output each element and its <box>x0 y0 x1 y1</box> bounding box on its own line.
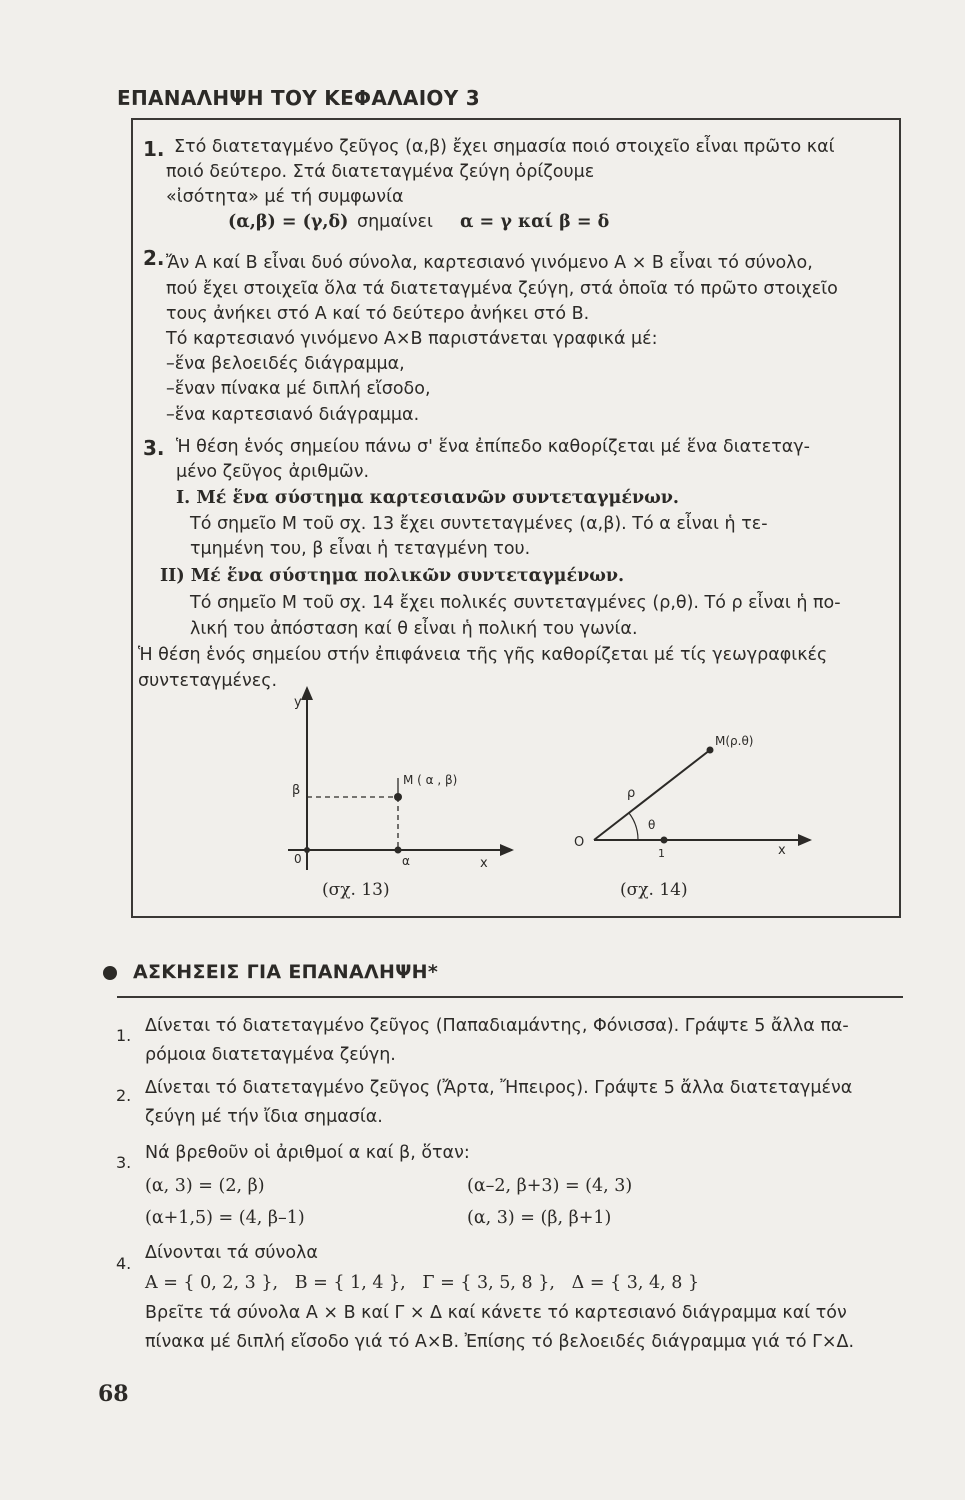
item-number: 3. <box>143 436 165 460</box>
equation: (α+1,5) = (4, β–1) <box>145 1208 305 1228</box>
text-line: σημαίνει <box>357 212 433 232</box>
point-label: M(ρ.θ) <box>715 734 754 748</box>
unit-label: 1 <box>658 847 665 860</box>
list-item: –ἕνα βελοειδές διάγραμμα, <box>166 354 405 374</box>
text-line: Νά βρεθοῦν οἱ ἀριθμοί α καί β, ὅταν: <box>145 1143 470 1163</box>
text-line: τους ἀνήκει στό Α καί τό δεύτερο ἀνήκει στό Β. <box>166 304 590 324</box>
figure-14 <box>560 720 830 910</box>
text-line: Τό σημεῖο Μ τοῦ σχ. 13 ἔχει συντεταγμένες (α,β). Τό α εἶναι ἡ τε- <box>190 514 768 534</box>
text-line: ζεύγη μέ τήν ἴδια σημασία. <box>145 1107 383 1127</box>
page-number: 68 <box>98 1381 129 1407</box>
text-line: Ἡ θέση ἑνός σημείου πάνω σ' ἕνα ἐπίπεδο καθορίζεται μέ ἕνα διατεταγ- <box>176 437 810 457</box>
page-title: ΕΠΑΝΑΛΗΨΗ ΤΟΥ ΚΕΦΑΛΑΙΟΥ 3 <box>117 86 480 110</box>
point-m <box>707 747 714 754</box>
item-number: 4. <box>116 1254 132 1273</box>
text-line: ποιό δεύτερο. Στά διατεταγμένα ζεύγη ὁρίζουμε <box>166 162 595 182</box>
equation: (α–2, β+3) = (4, 3) <box>467 1176 633 1196</box>
unit-point <box>661 837 668 844</box>
origin-point <box>304 847 310 853</box>
text-line: Τό καρτεσιανό γινόμενο Α×Β παριστάνεται γραφικά μέ: <box>166 329 658 349</box>
text-line: Στό διατεταγμένο ζεῦγος (α,β) ἔχει σημασία ποιό στοιχεῖο εἶναι πρῶτο καί <box>174 137 835 157</box>
figure-13 <box>280 680 530 910</box>
text-line: Δίνεται τό διατεταγμένο ζεῦγος (Παπαδιαμάντης, Φόνισσα). Γράψτε 5 ἄλλα πα- <box>145 1016 849 1036</box>
text-line: τμημένη του, β εἶναι ἡ τεταγμένη του. <box>190 539 531 559</box>
item-number: 2. <box>143 246 165 270</box>
point-m <box>394 793 402 801</box>
caption-fig13: (σχ. 13) <box>322 880 390 900</box>
subheading: I. Μέ ἕνα σύστημα καρτεσιανῶν συντεταγμένων. <box>176 488 680 508</box>
divider <box>117 996 903 998</box>
list-item: –ἕνα καρτεσιανό διάγραμμα. <box>166 405 420 425</box>
point-label: M ( α , β) <box>403 773 458 787</box>
text-line: Βρεῖτε τά σύνολα Α × Β καί Γ × Δ καί κάνετε τό καρτεσιανό διάγραμμα καί τόν <box>145 1303 847 1323</box>
text-line: πού ἔχει στοιχεῖα ὅλα τά διατεταγμένα ζεύγη, στά ὁποῖα τό πρῶτο στοιχεῖο <box>166 279 838 299</box>
text-line: Ἡ θέση ἑνός σημείου στήν ἐπιφάνεια τῆς γῆς καθορίζεται μέ τίς γεωγραφικές <box>138 645 828 665</box>
text-line: ρόμοια διατεταγμένα ζεύγη. <box>145 1045 396 1065</box>
item-number: 1. <box>143 137 165 161</box>
item-number: 2. <box>116 1086 132 1105</box>
equation: (α, 3) = (β, β+1) <box>467 1208 612 1228</box>
origin-label: O <box>574 835 585 850</box>
text-line: Δίνονται τά σύνολα <box>145 1243 318 1263</box>
item-number: 3. <box>116 1153 132 1172</box>
exercises-heading: ΑΣΚΗΣΕΙΣ ΓΙΑ ΕΠΑΝΑΛΗΨΗ* <box>133 961 439 983</box>
equation: (α,β) = (γ,δ) <box>228 212 349 232</box>
rho-label: ρ <box>627 786 636 801</box>
x-label: x <box>778 843 786 858</box>
alpha-point <box>395 847 402 854</box>
bullet-icon <box>103 966 117 980</box>
text-line: συντεταγμένες. <box>138 671 278 691</box>
text-line: λική του ἀπόσταση καί θ εἶναι ἡ πολική του γωνία. <box>190 619 638 639</box>
sets-definition: Α = { 0, 2, 3 }, Β = { 1, 4 }, Γ = { 3, 5, 8 }, Δ = { 3, 4, 8 } <box>145 1273 700 1293</box>
alpha-label: α <box>402 854 410 868</box>
theta-arc <box>629 813 638 840</box>
equation: (α, 3) = (2, β) <box>145 1176 265 1196</box>
beta-label: β <box>292 783 301 798</box>
theta-label: θ <box>648 818 656 832</box>
text-line: Δίνεται τό διατεταγμένο ζεῦγος (Ἄρτα, Ἤπειρος). Γράψτε 5 ἄλλα διατεταγμένα <box>145 1078 853 1098</box>
equation: α = γ καί β = δ <box>460 212 610 232</box>
caption-fig14: (σχ. 14) <box>620 880 688 900</box>
subheading: II) Μέ ἕνα σύστημα πολικῶν συντεταγμένων. <box>160 566 625 586</box>
item-number: 1. <box>116 1026 132 1045</box>
origin-label: 0 <box>294 852 302 866</box>
text-line: πίνακα μέ διπλή εἴσοδο γιά τό Α×Β. Ἐπίσης τό βελοειδές διάγραμμα γιά τό Γ×Δ. <box>145 1332 855 1352</box>
y-label: y <box>294 695 302 710</box>
x-label: x <box>480 856 488 871</box>
text-line: «ἰσότητα» μέ τή συμφωνία <box>166 187 404 207</box>
text-line: Ἄν Α καί Β εἶναι δυό σύνολα, καρτεσιανό γινόμενο Α × Β εἶναι τό σύνολο, <box>166 253 813 273</box>
text-line: μένο ζεῦγος ἀριθμῶν. <box>176 462 370 482</box>
text-line: Τό σημεῖο Μ τοῦ σχ. 14 ἔχει πολικές συντεταγμένες (ρ,θ). Τό ρ εἶναι ἡ πο- <box>190 593 841 613</box>
list-item: –ἕναν πίνακα μέ διπλή εἴσοδο, <box>166 379 431 399</box>
